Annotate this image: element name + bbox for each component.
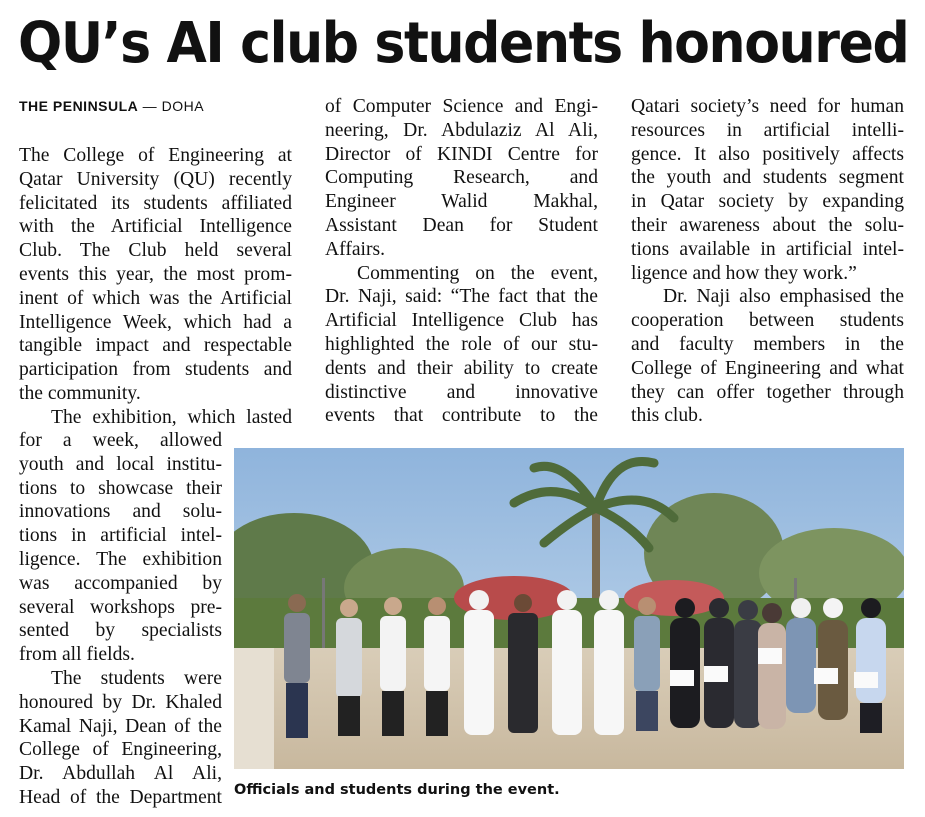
text-line: with the Artificial Intelligence xyxy=(19,216,292,238)
text-line: Club. The Club held several xyxy=(19,240,292,262)
text-line: from all fields. xyxy=(19,644,135,666)
text-line: gence. It also positively affects xyxy=(631,143,904,165)
text-line: tangible impact and respectable xyxy=(19,335,292,357)
text-line: Artificial Intelligence Club has xyxy=(325,310,598,332)
text-line: cooperation between students xyxy=(631,310,904,332)
text-line: Engineer Walid Makhal, xyxy=(325,191,598,213)
text-line: tions in artificial intel- xyxy=(19,525,222,547)
text-line: the community. xyxy=(19,382,141,404)
text-line: highlighted the role of our stu- xyxy=(325,333,598,355)
text-line: they can offer together through xyxy=(631,381,904,403)
text-line: sented by specialists xyxy=(19,620,222,642)
text-line: Qatar University (QU) recently xyxy=(19,168,292,190)
dateline-separator: — xyxy=(138,98,162,114)
text-line: events that contribute to the xyxy=(325,405,598,427)
dateline-source: THE PENINSULA xyxy=(19,98,139,114)
text-line: tions to showcase their xyxy=(19,477,222,499)
text-line: The College of Engineering at xyxy=(19,145,292,166)
text-line: Kamal Naji, Dean of the xyxy=(19,715,222,737)
text-line: resources in artificial intelli- xyxy=(631,119,904,141)
text-line: the youth and students segment xyxy=(631,167,904,189)
text-line: Dr. Abdullah Al Ali, xyxy=(19,763,222,785)
text-line: The exhibition, which lasted xyxy=(51,406,292,428)
text-line: inent of which was the Artificial xyxy=(19,287,292,309)
text-line: College of Engineering, xyxy=(19,739,222,761)
text-line: The students were xyxy=(51,667,222,689)
group-photo xyxy=(234,448,904,769)
headline: QU’s AI club students honoured xyxy=(18,11,909,76)
text-line: College of Engineering and what xyxy=(631,357,904,379)
text-line: Director of KINDI Centre for xyxy=(325,143,598,165)
text-line: Computing Research, and xyxy=(325,167,598,189)
text-line: Commenting on the event, xyxy=(357,262,598,284)
text-line: Affairs. xyxy=(325,238,386,260)
group-photo-icon xyxy=(234,448,904,769)
text-line: was accompanied by xyxy=(19,572,222,594)
text-line: for a week, allowed xyxy=(19,430,222,451)
text-line: youth and local institu- xyxy=(19,453,222,475)
text-line: events this year, the most prom- xyxy=(19,263,292,285)
text-line: felicitated its students affiliated xyxy=(19,192,292,214)
text-line: dents and their ability to create xyxy=(325,357,598,379)
text-line: Qatari society’s need for human xyxy=(631,96,904,117)
text-line: honoured by Dr. Khaled xyxy=(19,691,222,713)
text-line: this club. xyxy=(631,405,703,427)
article-column-1-wrap xyxy=(19,429,222,810)
text-line: neering, Dr. Abdulaziz Al Ali, xyxy=(325,119,598,141)
text-line: distinctive and innovative xyxy=(325,381,598,403)
text-line: Dr. Naji also emphasised the xyxy=(663,286,904,308)
text-line: of Computer Science and Engi- xyxy=(325,96,598,117)
article-column-2 xyxy=(325,95,598,428)
text-line: Intelligence Week, which had a xyxy=(19,311,292,333)
text-line: several workshops pre- xyxy=(19,596,222,618)
photo-caption: Officials and students during the event. xyxy=(234,782,560,798)
text-line: participation from students and xyxy=(19,359,292,381)
text-line: ligence and how they work.” xyxy=(631,262,857,284)
text-line: in Qatar society by expanding xyxy=(631,191,904,213)
article-column-1 xyxy=(19,144,292,430)
dateline xyxy=(19,97,204,115)
text-line: their awareness about the solu- xyxy=(631,214,904,236)
dateline-place: DOHA xyxy=(161,98,205,114)
text-line: and faculty members in the xyxy=(631,333,904,355)
article-column-3 xyxy=(631,95,904,428)
text-line: Dr. Naji, said: “The fact that the xyxy=(325,286,598,308)
text-line: innovations and solu- xyxy=(19,501,222,523)
text-line: Assistant Dean for Student xyxy=(325,214,598,236)
text-line: tions available in artificial intel- xyxy=(631,238,904,260)
text-line: Head of the Department xyxy=(19,786,222,808)
text-line: ligence. The exhibition xyxy=(19,548,222,570)
